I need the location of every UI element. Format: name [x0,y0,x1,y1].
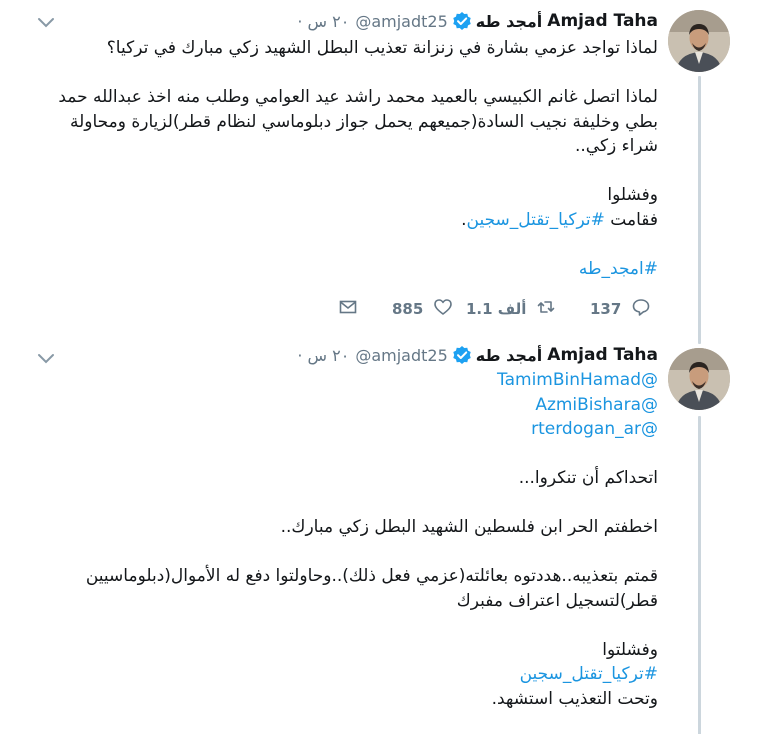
avatar[interactable] [668,10,730,72]
like-button[interactable] [392,294,453,324]
author-name-en[interactable]: Amjad Taha [547,11,658,31]
author-name-ar[interactable]: أمجد طه [475,11,543,31]
tweet-line [30,491,658,516]
envelope-icon [338,297,358,321]
tweet-line: لماذا اتصل غانم الكبيسي بالعميد محمد راشد عيد العوامي وطلب منه اخذ عبدالله حمد [58,87,658,107]
chevron-down-icon[interactable] [36,350,56,364]
reply-count: 137 [590,300,622,318]
retweet-count: 1.1 ألف [466,300,527,318]
tweet-line: اخطفتم الحر ابن فلسطين الشهيد البطل زكي مبارك.. [280,517,658,537]
chevron-down-icon[interactable] [36,14,56,28]
tweet-line: بطي وخليفة نجيب السادة(جميعهم يحمل جواز دبلوماسي لنظام قطر)لزيارة ومحاولة [69,111,658,132]
tweet-text [30,368,658,711]
hashtag-link[interactable]: #تركيا_تقتل_سجين [519,664,658,684]
tweet-header [297,8,658,34]
tweet-line: اتحداكم أن تنكروا... [518,468,658,488]
tweet-line [30,159,658,184]
tweet-header [297,342,658,368]
mention-link[interactable]: @TamimBinHamad [497,370,658,390]
tweet-text [30,36,658,281]
tweet-line [30,662,658,687]
tweet-line [30,368,658,393]
tweet-time[interactable]: ٢٠ س · [297,11,350,31]
tweet-line [30,540,658,565]
tweet-line: فقامت #تركيا_تقتل_سجين. [461,209,658,230]
tweet-line: وفشلوا [607,185,658,205]
mention-link[interactable]: @rterdogan_ar [531,419,658,439]
tweet-line [30,232,658,257]
author-name-ar[interactable]: أمجد طه [475,345,543,365]
like-count: 885 [392,300,424,318]
tweet-line [30,393,658,418]
reply-icon [631,297,651,321]
tweet[interactable] [0,340,768,734]
tweet-line [30,442,658,467]
message-button[interactable] [338,294,358,324]
tweet-actions [0,294,768,324]
avatar[interactable] [668,348,730,410]
heart-icon [433,297,453,321]
verified-icon [452,345,472,365]
verified-icon [452,11,472,31]
tweet-line [30,61,658,86]
author-handle[interactable]: @amjadt25 [355,11,448,31]
hashtag-link[interactable]: #تركيا_تقتل_سجين [466,209,605,230]
tweet-line [30,613,658,638]
tweet[interactable] [0,0,768,340]
retweet-button[interactable] [466,294,556,324]
tweet-line: قمتم بتعذيبه..هددتوه بعائلته(عزمي فعل ذلك)..وحاولتوا دفع له الأموال(دبلوماسيين [85,566,658,586]
tweet-line [30,257,658,282]
tweet-line: قطر)لتسجيل اعتراف مفبرك [456,590,658,611]
tweet-line: شراء زكي.. [574,136,658,156]
thread-line [698,416,701,734]
hashtag-link[interactable]: #امجد_طه [578,258,658,279]
tweet-line [30,417,658,442]
tweet-line: وتحت التعذيب استشهد. [491,688,658,709]
reply-button[interactable] [590,294,651,324]
tweet-line: وفشلتوا [602,639,658,660]
mention-link[interactable]: @AzmiBishara [535,394,658,415]
tweet-line: لماذا تواجد عزمي بشارة في زنزانة تعذيب البطل الشهيد زكي مبارك في تركيا؟ [106,38,658,58]
author-name-en[interactable]: Amjad Taha [547,345,658,365]
author-handle[interactable]: @amjadt25 [355,345,448,365]
retweet-icon [536,297,556,321]
tweet-time[interactable]: ٢٠ س · [297,345,350,365]
